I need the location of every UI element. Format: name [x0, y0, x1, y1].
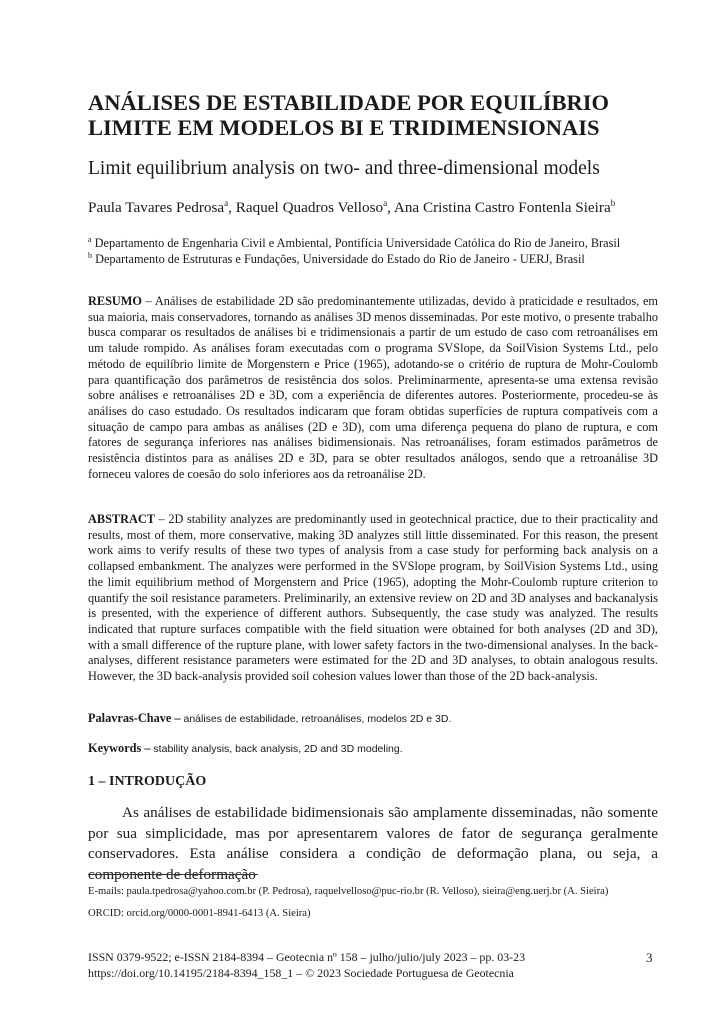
keywords-pt-label: Palavras-Chave –: [88, 711, 181, 725]
page-footer: [88, 950, 525, 981]
author-name: Ana Cristina Castro Fontenla Sieira: [393, 199, 611, 216]
intro-paragraph: As análises de estabilidade bidimensionais são amplamente disseminadas, não somente por sua simplicidade, mas por apresentarem valores de fator de segurança geralmente conservadores. Esta análise considera a condição de deformação plana, ou seja, a componente de deformação: [88, 804, 658, 883]
footnote-emails: E-mails: paula.tpedrosa@yahoo.com.br (P. Pedrosa), raquelvelloso@puc-rio.br (R. Velloso), sieira@eng.uerj.br (A. Sieira): [88, 886, 609, 897]
title-line-1: ANÁLISES DE ESTABILIDADE POR EQUILÍBRIO: [88, 90, 609, 115]
author-affil-mark: b: [610, 197, 616, 208]
keywords-pt: [88, 711, 451, 726]
footer-issn: ISSN 0379-9522; e-ISSN 2184-8394 – Geotecnia nº 158 – julho/julio/july 2023 – pp. 03-23: [88, 950, 526, 964]
abstract-paragraph: [88, 512, 658, 685]
affiliation-text: Departamento de Estruturas e Fundações, Universidade do Estado do Rio de Janeiro - UERJ, Brasil: [95, 252, 585, 266]
abstract-label: ABSTRACT: [88, 512, 155, 526]
affiliation-a: [88, 236, 620, 251]
footnote-orcid: ORCID: orcid.org/0000-0001-8941-6413 (A. Sieira): [88, 908, 311, 919]
resumo-paragraph: [88, 294, 658, 482]
footnote-divider: [88, 874, 258, 875]
section-heading: 1 – INTRODUÇÃO: [88, 774, 207, 789]
keywords-pt-text: análises de estabilidade, retroanálises, modelos 2D e 3D.: [180, 713, 452, 725]
title-line-2: LIMITE EM MODELOS BI E TRIDIMENSIONAIS: [88, 115, 600, 140]
author-name: Raquel Quadros Velloso: [235, 199, 384, 216]
abstract-text: – 2D stability analyzes are predominantly used in geotechnical practice, due to their practicality and results, most of them, more conservative, making 3D analyzes still little disseminated. For this reason, the present work aims to verify results of these two types of analysis from a case study for performing back analysis on a collapsed embankment. The analyzes were performed in the SVSlope program, by SoilVision Systems Ltd., using the limit equilibrium method of Morgenstern and Price (1965), adopting the Mohr-Coulomb rupture criterion to quantify the soil resistance parameters. Preliminarily, an extensive review on 2D and 3D analyses and backanalysis is presented, with the experience of different authors. Subsequently, the case study was analyzed. The results indicated that rupture surfaces compatible with the field situation were obtained for both analyses (2D and 3D), with a small difference of the rupture plane, with lower safety factors in the two-dimensional analyses. In the back-analyses, different resistance parameters were estimated for the 2D and 3D analyses, to obtain analogous results. However, the 3D back-analysis provided soil cohesion values lower than those of the 2D back-analysis.: [88, 512, 658, 684]
author-list: Paula Tavares Pedrosa$^a$, Raquel Quadros Velloso$^a$, Ana Cristina Castro Fontenla Sieira$^b$: [88, 197, 616, 216]
page-number: 3: [646, 950, 653, 965]
affiliation-text: Departamento de Engenharia Civil e Ambiental, Pontifícia Universidade Católica do Rio de Janeiro, Brasil: [94, 236, 621, 250]
affiliation-mark: a: [88, 234, 92, 244]
keywords-en: [88, 741, 403, 756]
keywords-en-text: stability analysis, back analysis, 2D and 3D modeling.: [150, 743, 403, 755]
paper-subtitle: Limit equilibrium analysis on two- and three-dimensional models: [88, 158, 600, 179]
keywords-en-label: Keywords –: [88, 741, 151, 755]
affiliation-mark: b: [88, 250, 92, 260]
resumo-text: – Análises de estabilidade 2D são predominantemente utilizadas, devido à praticidade e resultados, em sua maioria, mais conservadores, tornando as análises 3D menos disseminadas. Por este motivo, o presente trabalho busca comparar os resultados de análises bi e tridimensionais a partir de um estudo de caso com retroanálises em um talude rompido. As análises foram executadas com o programa SVSlope, da SoilVision Systems Ltd., pelo método de equilíbrio limite de Morgenstern e Price (1965), adotando-se o critério de ruptura de Mohr-Coulomb para quantificação dos parâmetros de resistência dos solos. Preliminarmente, apresenta-se uma extensa revisão sobre análises e retroanálises 2D e 3D, com a experiência de diferentes autores. Posteriormente, procedeu-se às análises do caso estudado. Os resultados indicaram que foram obtidas superfícies de ruptura compatíveis com a situação de campo para ambas as análises (2D e 3D), com uma diferença pequena do plano de ruptura, e com fatores de segurança inferiores nas análises bidimensionais. Nas retroanálises, foram estimados parâmetros de resistência distintos para as análises 2D e 3D, para se obter resultados análogos, sendo que a retroanálise 3D forneceu valores de coesão do solo inferiores aos da retroanálise 2D.: [88, 294, 658, 481]
author-affil-mark: a: [224, 197, 229, 208]
author-name: Paula Tavares Pedrosa: [88, 199, 225, 216]
footer-doi: https://doi.org/10.14195/2184-8394_158_1 – © 2023 Sociedade Portuguesa de Geotecnia: [88, 965, 514, 980]
paper-title: [88, 90, 658, 140]
affiliation-b: [88, 252, 585, 267]
author-affil-mark: a: [383, 197, 388, 208]
resumo-label: RESUMO: [88, 294, 142, 308]
